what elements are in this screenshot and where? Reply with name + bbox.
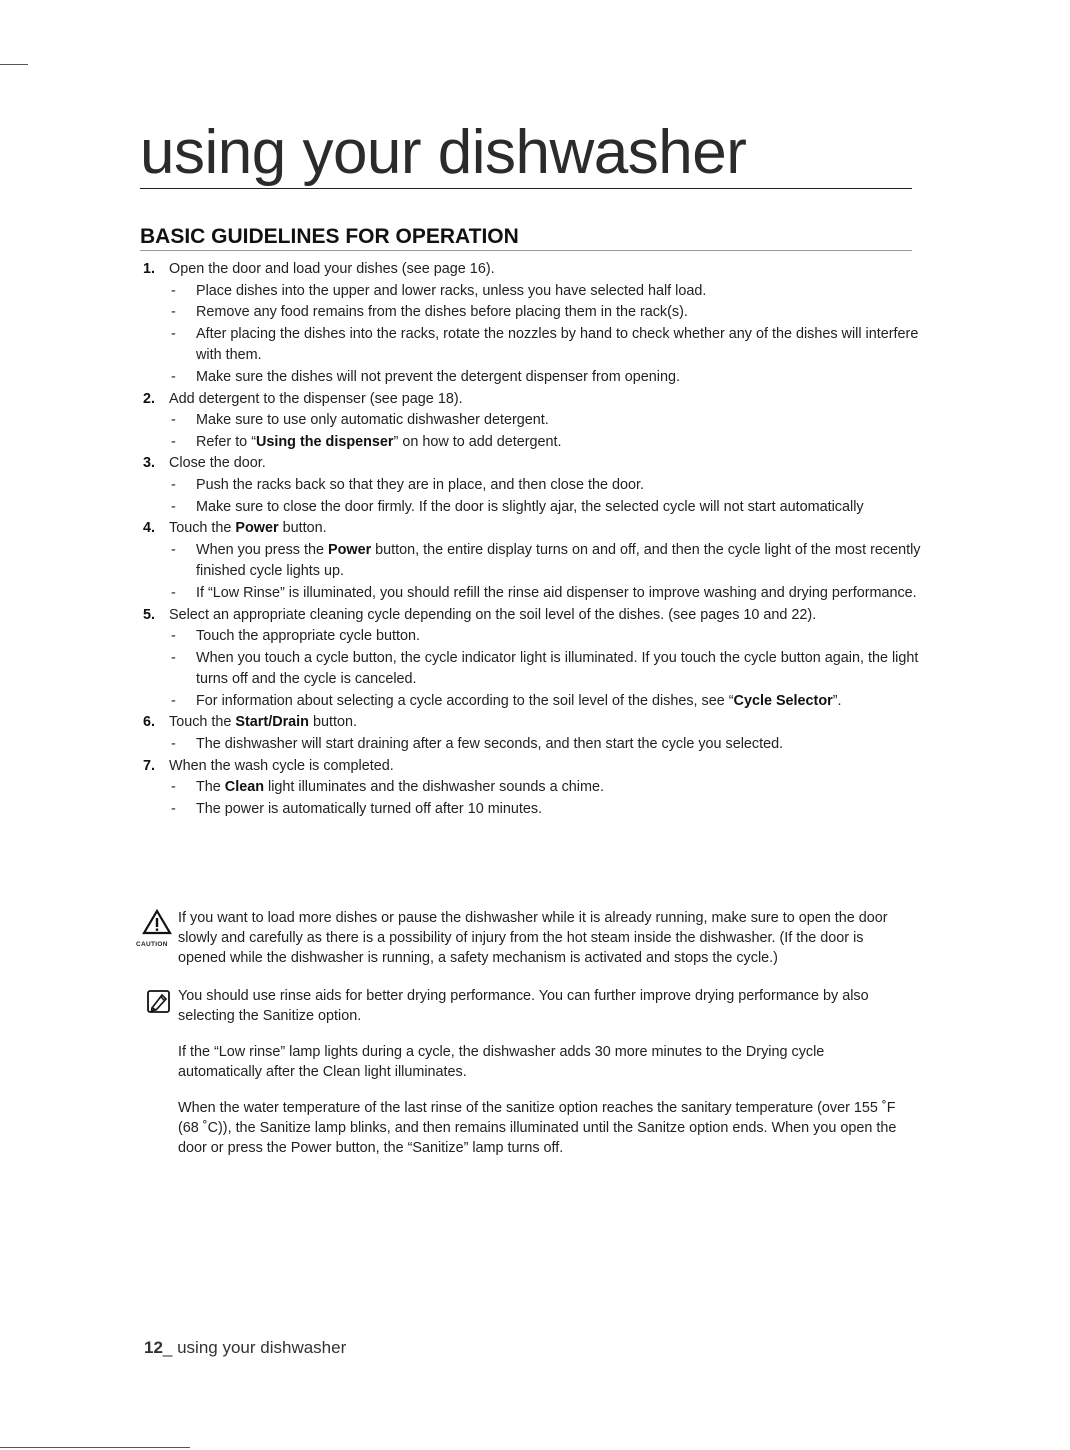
step-number: 4. — [143, 520, 156, 537]
sub-text: Make sure the dishes will not prevent the detergent dispenser from opening. — [196, 368, 680, 385]
step-text: Touch the — [169, 714, 236, 731]
sub-text: When you touch a cycle button, the cycle indicator light is illuminated. If you touch the cycle button again, the light turns off and the cycle is canceled. — [196, 649, 919, 688]
sub-item: - The Clean light illuminates and the dishwasher sounds a chime. — [171, 779, 604, 796]
footer-text: _ using your dishwasher — [162, 1338, 347, 1357]
caution-text: If you want to load more dishes or pause the dishwasher while it is already running, make sure to open the door slowly and carefully as there is a possibility of injury from the hot steam inside the dishwasher. (If the door is opened while the dishwasher is running, a safety mechanism is activated and stops the cycle.) — [178, 910, 888, 966]
sub-text: The power is automatically turned off after 10 minutes. — [196, 800, 543, 817]
step-7 — [140, 756, 930, 778]
page-number: 12 — [144, 1338, 163, 1357]
operation-steps — [140, 259, 930, 820]
sub-text: button, the entire display turns on and off, and then the cycle light of the most recently finished cycle lights up. — [196, 541, 921, 580]
sub-text: Touch the appropriate cycle button. — [196, 628, 420, 645]
step-number: 6. — [143, 714, 156, 731]
sub-text: Refer to “ — [196, 433, 256, 450]
step-5 — [140, 605, 930, 627]
sub-item: - The power is automatically turned off after 10 minutes. — [171, 800, 543, 817]
sub-item: - Make sure to use only automatic dishwasher detergent. — [171, 412, 549, 429]
sub-item: - After placing the dishes into the racks, rotate the nozzles by hand to check whether any of the dishes will interfere with them. — [171, 325, 919, 364]
step-number: 3. — [143, 455, 156, 472]
step-text: Select an appropriate cleaning cycle depending on the soil level of the dishes. (see pages 10 and 22). — [169, 606, 817, 623]
sub-item: - Remove any food remains from the dishes before placing them in the rack(s). — [171, 304, 688, 321]
sub-text: For information about selecting a cycle according to the soil level of the dishes, see “ — [196, 692, 734, 709]
sub-text: Push the racks back so that they are in place, and then close the door. — [196, 476, 644, 493]
step-number: 7. — [143, 757, 156, 774]
note-paragraph: If the “Low rinse” lamp lights during a cycle, the dishwasher adds 30 more minutes to the Drying cycle automatically after the Clean light illuminates. — [178, 1044, 825, 1080]
sub-item: - Touch the appropriate cycle button. — [171, 628, 420, 645]
sub-text: The — [196, 779, 225, 796]
page-title: using your dishwasher — [140, 118, 912, 189]
step-text: When the wash cycle is completed. — [169, 757, 394, 774]
sub-item: - If “Low Rinse” is illuminated, you should refill the rinse aid dispenser to improve washing and drying performance. — [171, 584, 917, 601]
caution-icon — [136, 908, 178, 948]
caution-label: CAUTION — [136, 941, 168, 948]
step-text: Touch the — [169, 520, 236, 537]
note-icon — [146, 989, 172, 1021]
sub-text: Make sure to use only automatic dishwasher detergent. — [196, 412, 549, 429]
step-2 — [140, 389, 930, 411]
sub-text: ” on how to add detergent. — [393, 433, 562, 450]
step-number: 1. — [143, 261, 156, 277]
sub-text: When you press the — [196, 541, 328, 558]
sub-item: - For information about selecting a cycle according to the soil level of the dishes, see “Cycle Selector”. — [171, 692, 842, 709]
sub-text: light illuminates and the dishwasher sounds a chime. — [264, 779, 604, 796]
caution-block — [136, 908, 912, 968]
step-number: 2. — [143, 390, 156, 407]
sub-text: If “Low Rinse” is illuminated, you should refill the rinse aid dispenser to improve washing and drying performance. — [196, 584, 917, 601]
sub-item: - When you touch a cycle button, the cycle indicator light is illuminated. If you touch the cycle button again, the light turns off and the cycle is canceled. — [171, 649, 919, 688]
sub-item: - Push the racks back so that they are in place, and then close the door. — [171, 476, 644, 493]
step-4 — [140, 518, 930, 540]
sub-item: - Refer to “Using the dispenser” on how to add detergent. — [171, 433, 562, 450]
note-block — [140, 986, 912, 1158]
step-text: Add detergent to the dispenser (see page 18). — [169, 390, 463, 407]
section-title: BASIC GUIDELINES FOR OPERATION — [140, 224, 912, 251]
sub-text: The dishwasher will start draining after a few seconds, and then start the cycle you selected. — [196, 736, 784, 753]
registration-mark — [0, 64, 28, 65]
note-paragraph: You should use rinse aids for better drying performance. You can further improve drying performance by also selecting the Sanitize option. — [178, 988, 869, 1024]
power-button-label: Power — [235, 520, 279, 537]
power-button-label: Power — [327, 541, 372, 558]
note-paragraph: When the water temperature of the last rinse of the sanitize option reaches the sanitary temperature (over 155 ˚F (68 ˚C)), the Sanitize lamp blinks, and then remains illuminated until the Sanitze option ends. When you open the door or press the Power button, the “Sanitize” lamp turns off. — [178, 1100, 897, 1156]
dispenser-reference: Using the dispenser — [255, 433, 394, 450]
cycle-selector-reference: Cycle Selector — [733, 692, 833, 709]
step-6 — [140, 712, 930, 734]
step-number: 5. — [143, 606, 156, 623]
start-drain-button-label: Start/Drain — [235, 714, 309, 731]
step-3 — [140, 453, 930, 475]
sub-item: - When you press the Power button, the entire display turns on and off, and then the cycle light of the most recently finished cycle lights up. — [171, 541, 921, 580]
registration-mark — [0, 1447, 190, 1448]
sub-item: - Make sure the dishes will not prevent the detergent dispenser from opening. — [171, 368, 680, 385]
sub-text: Place dishes into the upper and lower racks, unless you have selected half load. — [196, 282, 707, 299]
sub-item: - Make sure to close the door firmly. If the door is slightly ajar, the selected cycle will not start automatically — [171, 498, 864, 515]
notes-section — [136, 908, 912, 1174]
sub-text: ”. — [832, 692, 842, 709]
page-footer — [144, 1338, 346, 1358]
step-1 — [140, 259, 930, 281]
sub-item: - Place dishes into the upper and lower racks, unless you have selected half load. — [171, 282, 707, 299]
step-text: Close the door. — [169, 455, 266, 472]
step-text: button. — [278, 520, 327, 537]
sub-text: Make sure to close the door firmly. If the door is slightly ajar, the selected cycle will not start automatically — [196, 498, 864, 515]
clean-light-label: Clean — [224, 779, 264, 796]
sub-text: After placing the dishes into the racks, rotate the nozzles by hand to check whether any of the dishes will interfere with them. — [196, 325, 919, 364]
step-text: button. — [308, 714, 357, 731]
sub-item: - The dishwasher will start draining after a few seconds, and then start the cycle you selected. — [171, 736, 784, 753]
step-text: Open the door and load your dishes (see page 16). — [169, 261, 495, 277]
sub-text: Remove any food remains from the dishes before placing them in the rack(s). — [196, 304, 688, 321]
